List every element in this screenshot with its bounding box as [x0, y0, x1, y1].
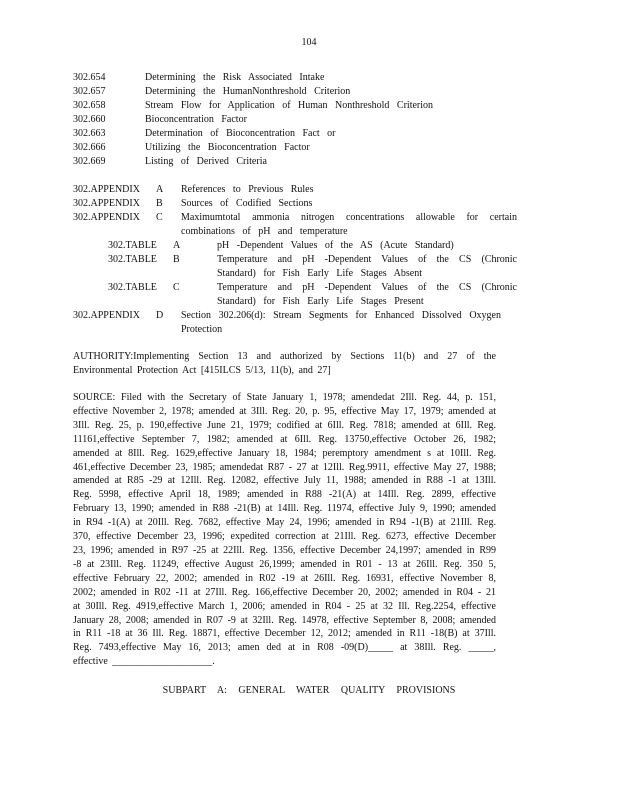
appendix-letter: A [156, 184, 164, 195]
table-label: 302.TABLE [108, 282, 157, 293]
source-note: SOURCE: Filed with the Secretary of State January 1, 1978; amendedat 2Ill. Reg. 44, p. 151, effective November 2, 1978; amended at 3Ill. Reg. 20, p. 95, effective May 17, 1979; amended at 3Ill. Reg. 25, p. 190,effective June 21, 1979; codified at 6Ill. Reg. 7818; amended at 6Ill. Reg. 11161,effective September 7, 1982; amended at 6Ill. Reg. 13750,effective October 26, 1982; amended at 8Ill. Reg. 1629,effective January 18, 1984; peremptory amendment s at 10Ill. Reg. 461,effective December 23, 1985; amendedat R87 - 27 at 12Ill. Reg.9911, effective May 27, 1988; amended at R85 -29 at 12Ill. Reg. 12082, effective July 11, 1988; amended in R88 -1 at 13Ill. Reg. 5998, effective April 18, 1989; amended in R88 -21(A) at 14Ill. Reg. 2899, effective February 13, 1990; amended in R88 -21(B) at 14Ill. Reg. 11974, effective July 9, 1990; amended in R94 -1(A) at 20Ill. Reg. 7682, effective May 24, 1996; amended in R94 -1(B) at 21Ill. Reg. 370, effective December 23, 1996; expedited correction at 21Ill. Reg. 6273, effective December 23, 1996; amended in R97 -25 at 22Ill. Reg. 1356, effective December 24,1997; amended in R99 -8 at 23Ill. Reg. 11249, effective August 26,1999; amended in R01 - 13 at 26Ill. Reg. 350 5, effective February 22, 2002; amended in R02 -19 at 26Ill. Reg. 16931, effective November 8, 2002; amended in R02 -11 at 27Ill. Reg. 166,effective December 20, 2002; amended in R04 - 21 at 30Ill. Reg. 4919,effective March 1, 2006; amended in R04 - 25 at 32 Ill. Reg.2254, effective January 28, 2008; amended in R07 -9 at 32Ill. Reg. 14978, effective September 8, 2008; amended in R11 -18 at 36 Ill. Reg. 18871, effective December 12, 2012; amended in R11 -18(B) at 37Ill. Reg. 7493,effective May 16, 2013; amen ded at in R08 -09(D)_____ at 38Ill. Reg. _____, effective ____________________. [73, 392, 496, 668]
section-number: 302.666 [73, 142, 106, 153]
appendix-row [73, 211, 533, 239]
table-letter: A [173, 240, 181, 251]
table-label: 302.TABLE [108, 240, 157, 251]
table-label: 302.TABLE [108, 254, 157, 265]
section-number: 302.660 [73, 114, 106, 125]
table-letter: B [173, 254, 180, 265]
table-row [108, 239, 568, 253]
section-title: Determining the HumanNonthreshold Criterion [145, 86, 351, 97]
appendix-letter: B [156, 198, 163, 209]
section-title: Stream Flow for Application of Human Nonthreshold Criterion [145, 100, 434, 111]
table-row [108, 281, 568, 309]
appendix-title: Sources of Codified Sections [181, 198, 313, 209]
appendix-row [73, 197, 533, 211]
table-row [108, 253, 568, 281]
appendix-title: References to Previous Rules [181, 184, 314, 195]
subpart-heading: SUBPART A: GENERAL WATER QUALITY PROVISIONS [162, 685, 456, 696]
appendix-title: Maximumtotal ammonia nitrogen concentrations allowable for certain combinations of pH and temperature [181, 212, 517, 237]
section-number: 302.654 [73, 72, 106, 83]
appendix-row [73, 183, 533, 197]
section-number: 302.658 [73, 100, 106, 111]
appendix-label: 302.APPENDIX [73, 184, 140, 195]
appendix-label: 302.APPENDIX [73, 198, 140, 209]
appendix-label: 302.APPENDIX [73, 310, 140, 321]
section-title: Utilizing the Bioconcentration Factor [145, 142, 310, 153]
section-title: Determination of Bioconcentration Fact or [145, 128, 336, 139]
table-title: pH -Dependent Values of the AS (Acute Standard) [217, 240, 454, 251]
appendix-letter: C [156, 212, 163, 223]
table-title: Temperature and pH -Dependent Values of the CS (Chronic Standard) for Fish Early Life Stages Absent [217, 254, 517, 279]
section-title: Listing of Derived Criteria [145, 156, 267, 167]
appendix-label: 302.APPENDIX [73, 212, 140, 223]
appendix-letter: D [156, 310, 164, 321]
appendix-row [73, 309, 533, 337]
section-number: 302.657 [73, 86, 106, 97]
section-number: 302.663 [73, 128, 106, 139]
section-title: Bioconcentration Factor [145, 114, 247, 125]
table-title: Temperature and pH -Dependent Values of the CS (Chronic Standard) for Fish Early Life Stages Present [217, 282, 517, 307]
page-number: 104 [301, 37, 317, 48]
section-title: Determining the Risk Associated Intake [145, 72, 325, 83]
section-number: 302.669 [73, 156, 106, 167]
appendix-title: Section 302.206(d): Stream Segments for Enhanced Dissolved Oxygen Protection [181, 310, 501, 335]
authority-note: AUTHORITY:Implementing Section 13 and authorized by Sections 11(b) and 27 of the Environmental Protection Act [415ILCS 5/13, 11(b), and 27] [73, 351, 496, 376]
table-letter: C [173, 282, 180, 293]
